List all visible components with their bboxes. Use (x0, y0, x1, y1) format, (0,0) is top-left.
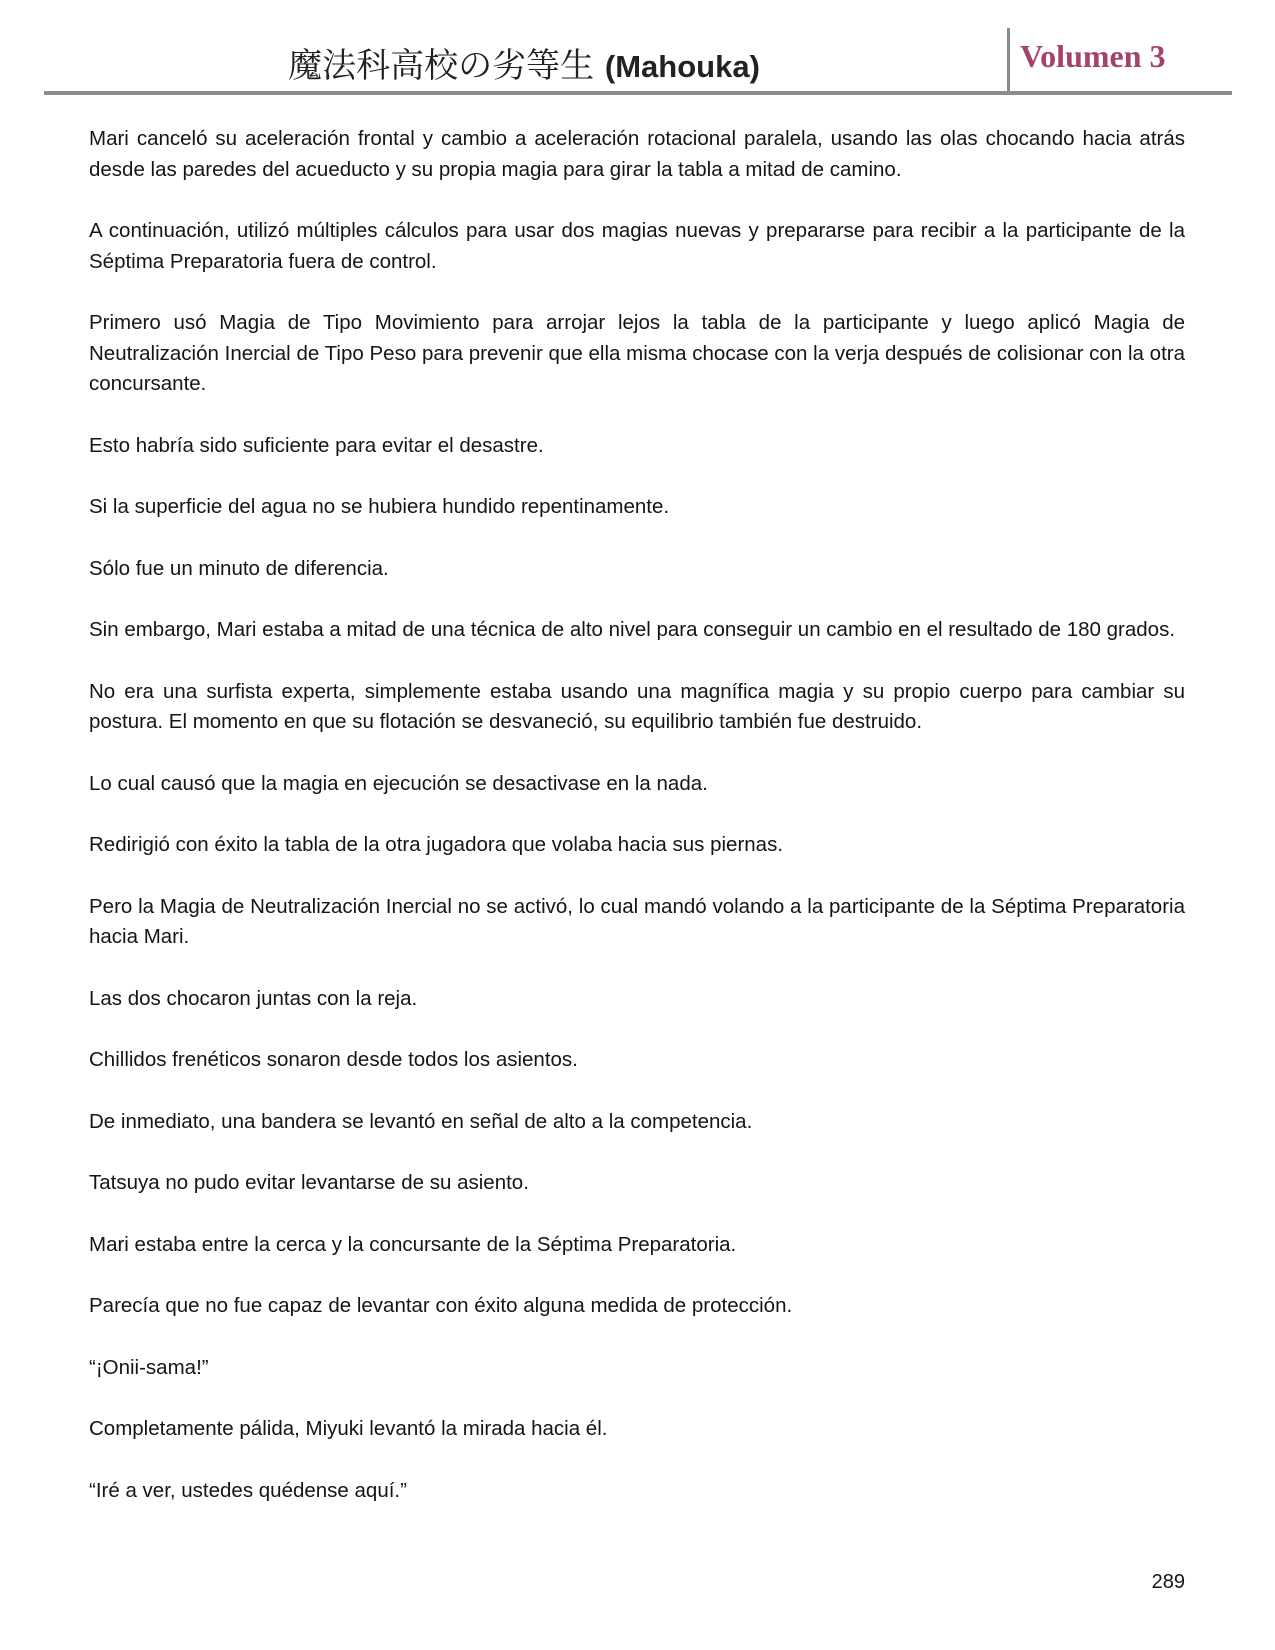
paragraph: Primero usó Magia de Tipo Movimiento para arrojar lejos la tabla de la participante y luego aplicó Magia de Neutralización Inercial de Tipo Peso para prevenir que ella misma chocase con la verja después de colisionar con la otra concursante. (89, 311, 1185, 395)
paragraph: Parecía que no fue capaz de levantar con éxito alguna medida de protección. (89, 1294, 793, 1317)
paragraph: Sin embargo, Mari estaba a mitad de una técnica de alto nivel para conseguir un cambio en el resultado de 180 grados. (89, 618, 1176, 641)
paragraph: Lo cual causó que la magia en ejecución se desactivase en la nada. (89, 771, 708, 795)
book-title-japanese: 魔法科高校の劣等生 (288, 46, 595, 86)
paragraph: Redirigió con éxito la tabla de la otra jugadora que volaba hacia sus piernas. (89, 833, 784, 856)
paragraph: Chillidos frenéticos sonaron desde todos los asientos. (89, 1048, 578, 1071)
paragraph: Pero la Magia de Neutralización Inercial no se activó, lo cual mandó volando a la participante de la Séptima Preparatoria hacia Mari. (89, 894, 1185, 948)
paragraph: Completamente pálida, Miyuki levantó la mirada hacia él. (89, 1417, 608, 1440)
header-rule (44, 91, 1232, 95)
paragraph: Esto habría sido suficiente para evitar el desastre. (89, 433, 544, 457)
body-text (89, 124, 1185, 1506)
page-number: 289 (1151, 1571, 1185, 1593)
paragraph: “Iré a ver, ustedes quédense aquí.” (89, 1478, 407, 1502)
page-header (44, 28, 1232, 94)
paragraph: A continuación, utilizó múltiples cálculos para usar dos magias nuevas y prepararse para recibir a la participante de la Séptima Preparatoria fuera de control. (89, 219, 1185, 273)
paragraph: No era una surfista experta, simplemente estaba usando una magnífica magia y su propio cuerpo para cambiar su postura. El momento en que su flotación se desvaneció, su equilibrio también fue destruido. (89, 679, 1185, 733)
paragraph: Mari canceló su aceleración frontal y cambio a aceleración rotacional paralela, usando las olas chocando hacia atrás desde las paredes del acueducto y su propia magia para girar la tabla a mitad de camino. (89, 127, 1185, 181)
paragraph: Sólo fue un minuto de diferencia. (89, 556, 389, 580)
book-title (44, 38, 1004, 87)
header-divider (1007, 28, 1010, 92)
paragraph: “¡Onii-sama!” (89, 1355, 209, 1379)
paragraph: Tatsuya no pudo evitar levantarse de su asiento. (89, 1171, 529, 1194)
book-title-latin: (Mahouka) (604, 49, 760, 84)
paragraph: De inmediato, una bandera se levantó en señal de alto a la competencia. (89, 1109, 753, 1133)
paragraph: Mari estaba entre la cerca y la concursante de la Séptima Preparatoria. (89, 1232, 737, 1256)
paragraph: Si la superficie del agua no se hubiera hundido repentinamente. (89, 495, 670, 518)
paragraph: Las dos chocaron juntas con la reja. (89, 986, 418, 1010)
volume-label: Volumen 3 (1020, 38, 1166, 74)
